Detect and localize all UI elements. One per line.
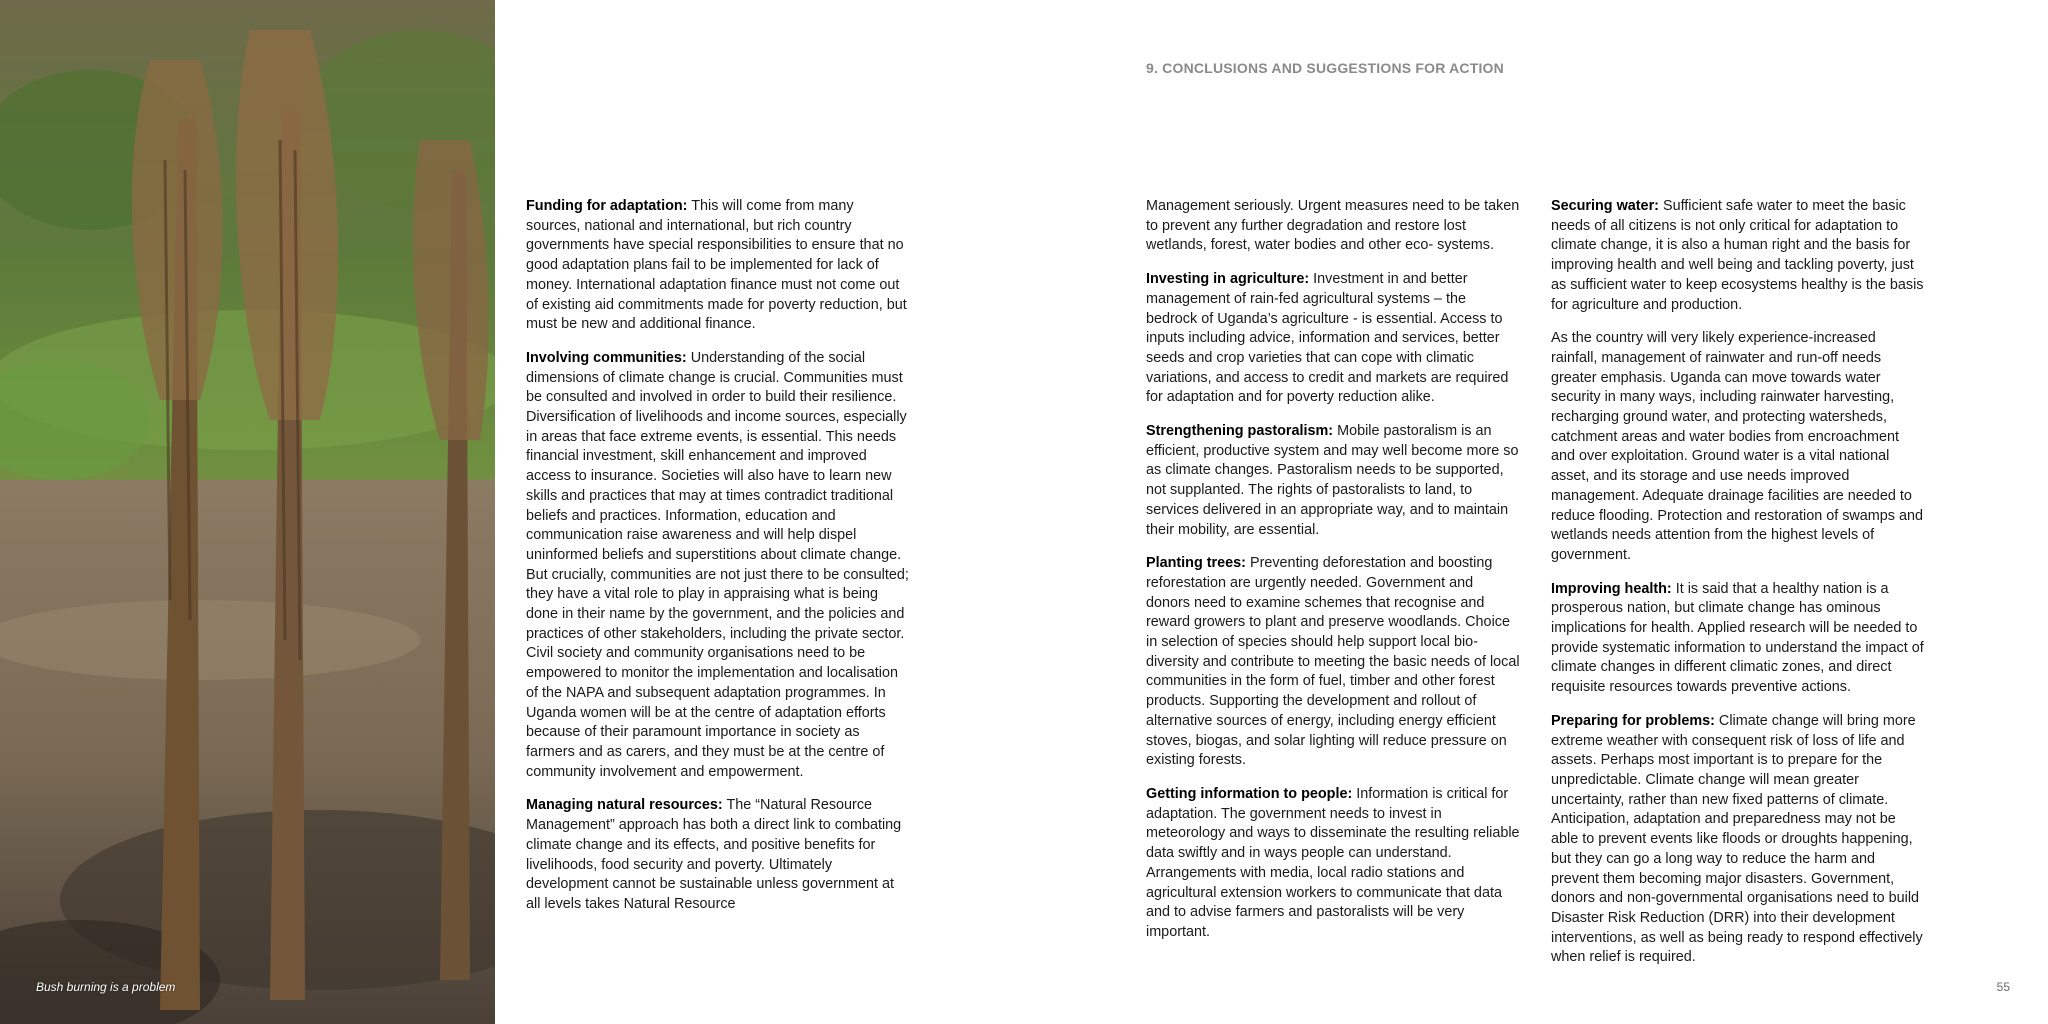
paragraph-text: This will come from many sources, national and international, but rich country governments have special responsibilities to ensure that no good adaptation plans fail to be implemented for lack of money. International adaptation finance must not come out of existing aid commitments made for poverty reduction, but must be new and additional finance. xyxy=(526,198,907,333)
paragraph-continuation xyxy=(1146,197,1521,256)
paragraph-getting-information xyxy=(1146,785,1521,943)
paragraph-preparing-for-problems xyxy=(1551,712,1926,968)
paragraph-text: Investment in and better management of rain-fed agricultural systems – the bedrock of Uganda’s agriculture - is essential. Access to inputs including advice, information and services, better seeds and crop varieties that can cope with climatic variations, and access to credit and markets are required for adaptation and for poverty reduction alike. xyxy=(1146,271,1509,406)
paragraph-heading: Getting information to people: xyxy=(1146,785,1353,802)
paragraph-text: Mobile pastoralism is an efficient, productive system and may well become more so as climate changes. Pastoralism needs to be supported, not supplanted. The rights of pastoralists to land, to services delivered in an appropriate way, and to maintain their mobility, are essential. xyxy=(1146,423,1519,538)
paragraph-heading: Managing natural resources: xyxy=(526,797,723,814)
paragraph-heading: Preparing for problems: xyxy=(1551,712,1715,729)
paragraph-text: Information is critical for adaptation. The government needs to invest in meteorology and ways to disseminate the resulting reliable data swiftly and in ways people can understand. Arrangements with media, local radio stations and agricultural extension workers to communicate that data and to advise farmers and pastoralists will be very important. xyxy=(1146,785,1520,940)
paragraph-heading: Funding for adaptation: xyxy=(526,198,688,214)
photo-caption: Bush burning is a problem xyxy=(36,980,176,994)
paragraph-involving-communities xyxy=(526,349,910,782)
section-title: 9. CONCLUSIONS AND SUGGESTIONS FOR ACTION xyxy=(1146,60,1504,76)
paragraph-heading: Securing water: xyxy=(1551,198,1659,214)
paragraph-water-security xyxy=(1551,329,1926,565)
paragraph-planting-trees xyxy=(1146,554,1521,771)
bush-burning-photo xyxy=(0,0,497,1024)
paragraph-text: Sufficient safe water to meet the basic needs of all citizens is not only critical for adaptation to climate change, it is also a human right and the basis for improving health and well being and tackling poverty, just as sufficient water to keep ecosystems healthy is the basis for agriculture and production. xyxy=(1551,198,1924,313)
paragraph-text: Understanding of the social dimensions of climate change is crucial. Communities must be consulted and involved in order to build their resilience. Diversification of livelihoods and income sources, especially in areas that face extreme events, is essential. This needs financial investment, skill enhancement and improved access to insurance. Societies will also have to learn new skills and practices that may at times contradict traditional beliefs and practices. Information, education and communication raise awareness and will help dispel uninformed beliefs and superstitions about climate change. But crucially, communities are not just there to be consulted; they have a vital role to play in appraising what is being done in their name by the government, and the policies and practices of other stakeholders, including the private sector. Civil society and community organisations need to be empowered to monitor the implementation and localisation of the NAPA and subsequent adaptation programmes. In Uganda women will be at the centre of adaptation efforts because of their paramount importance in society as farmers and as carers, and they must be at the centre of community involvement and empowerment. xyxy=(526,349,909,780)
paragraph-text: It is said that a healthy nation is a prosperous nation, but climate change has ominous implications for health. Applied research will be needed to provide systematic information to understand the impact of climate changes in different climatic zones, and direct requisite resources towards preventive actions. xyxy=(1551,580,1924,696)
text-column-3 xyxy=(1551,197,1926,982)
paragraph-improving-health xyxy=(1551,580,1926,698)
paragraph-heading: Involving communities: xyxy=(526,349,687,366)
paragraph-text: The “Natural Resource Management” approach has both a direct link to combating climate change and its effects, and positive benefits for livelihoods, food security and poverty. Ultimately development cannot be sustainable unless government at all levels takes Natural Resource xyxy=(526,797,902,912)
paragraph-text: As the country will very likely experience-increased rainfall, management of rainwater and run-off needs greater emphasis. Uganda can move towards water security in many ways, including rainwater harvesting, recharging ground water, and protecting watersheds, catchment areas and water bodies from encroachment and over exploitation. Ground water is a vital national asset, and its storage and use needs improved management. Adequate drainage facilities are needed to reduce flooding. Protection and restoration of swamps and wetlands needs attention from the highest levels of government. xyxy=(1551,330,1923,563)
paragraph-text: Management seriously. Urgent measures need to be taken to prevent any further degradation and restore lost wetlands, forest, water bodies and other eco- systems. xyxy=(1146,198,1520,254)
paragraph-heading: Improving health: xyxy=(1551,580,1672,597)
text-column-2 xyxy=(1146,197,1521,957)
paragraph-heading: Investing in agriculture: xyxy=(1146,271,1310,288)
paragraph-text: Preventing deforestation and boosting reforestation are urgently needed. Government and donors need to examine schemes that recognise and reward growers to plant and preserve woodlands. Choice in selection of species should help support local bio-diversity and contribute to meeting the basic needs of local communities in the form of fuel, timber and other forest products. Supporting the development and rollout of alternative sources of energy, including energy efficient stoves, biogas, and solar lighting will reduce pressure on existing forests. xyxy=(1146,555,1520,769)
paragraph-managing-natural-resources xyxy=(526,796,910,914)
paragraph-investing-in-agriculture xyxy=(1146,270,1521,408)
paragraph-funding-for-adaptation xyxy=(526,197,910,335)
paragraph-strengthening-pastoralism xyxy=(1146,422,1521,540)
paragraph-heading: Strengthening pastoralism: xyxy=(1146,423,1334,440)
text-column-1 xyxy=(526,197,910,929)
page-number: 55 xyxy=(1996,980,2010,994)
paragraph-heading: Planting trees: xyxy=(1146,555,1246,572)
paragraph-securing-water xyxy=(1551,197,1926,315)
paragraph-text: Climate change will bring more extreme weather with consequent risk of loss of life and assets. Perhaps most important is to prepare for the unpredictable. Climate change will mean greater uncertainty, rather than new fixed patterns of climate. Anticipation, adaptation and preparedness may not be able to prevent events like floods or droughts happening, but they can go a long way to reduce the harm and prevent them becoming major disasters. Government, donors and non-governmental organisations need to build Disaster Risk Reduction (DRR) into their development interventions, as well as being ready to respond effectively when relief is required. xyxy=(1551,712,1923,966)
